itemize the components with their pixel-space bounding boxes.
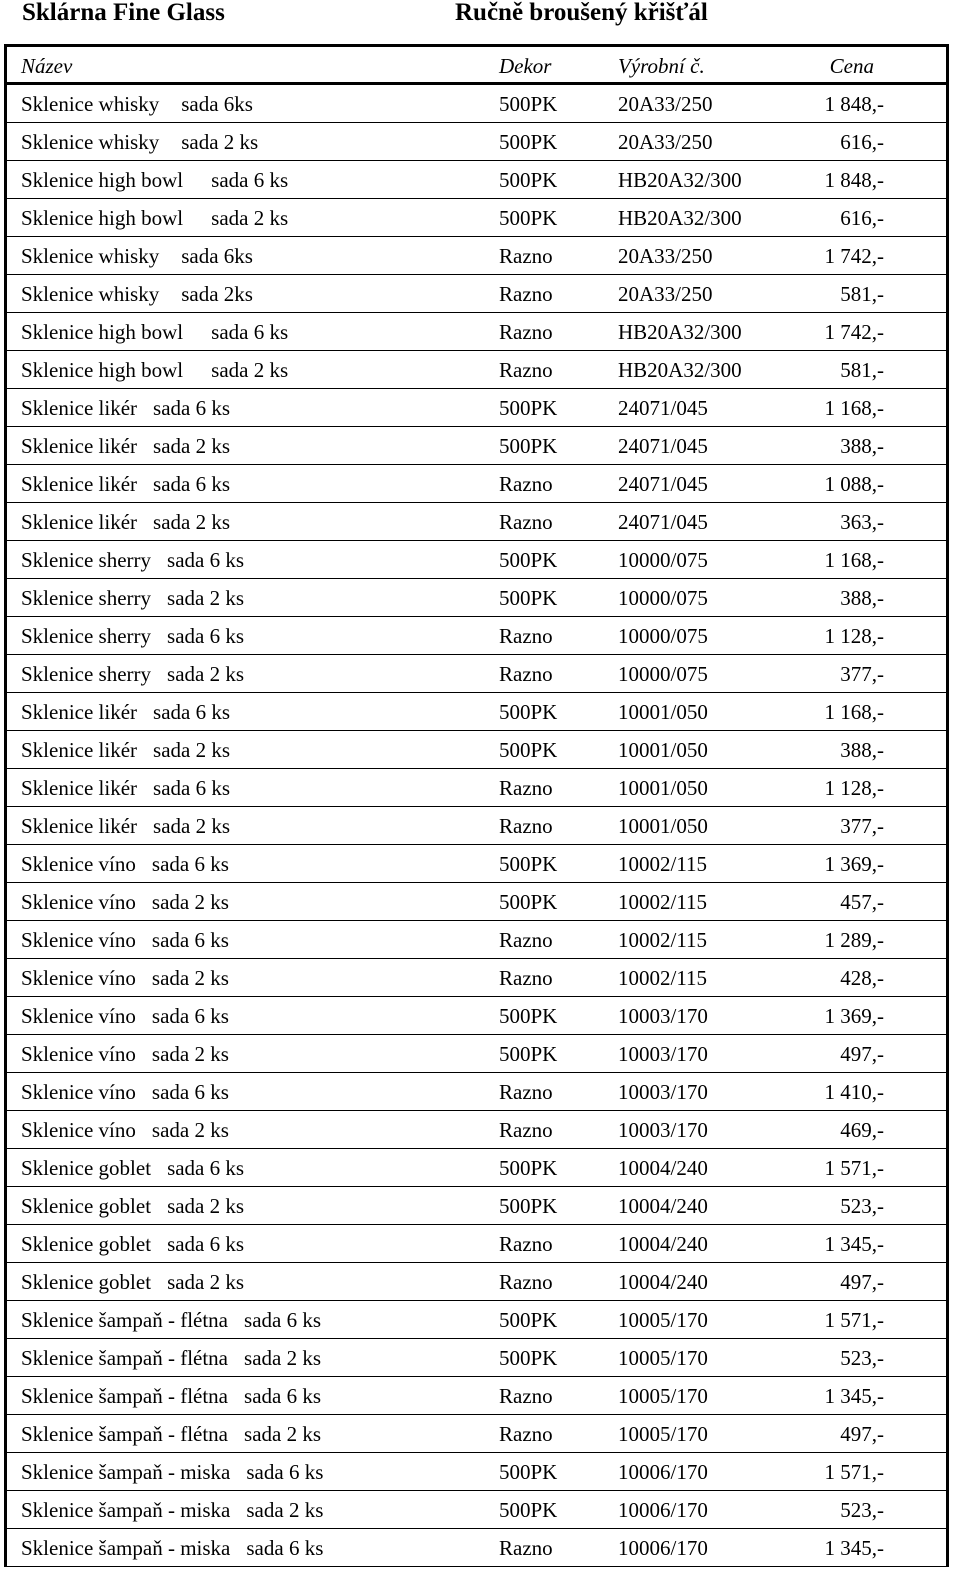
cell-price: 1 345,- xyxy=(824,1232,884,1256)
set-size: sada 6 ks xyxy=(167,624,245,648)
product-name: Sklenice víno xyxy=(21,1004,136,1028)
cell-price: 363,- xyxy=(840,510,884,534)
set-size: sada 6 ks xyxy=(153,396,231,420)
set-size: sada 6 ks xyxy=(151,1080,229,1104)
cell-product-code: 10005/170 xyxy=(618,1384,708,1408)
set-size: sada 6 ks xyxy=(244,1384,322,1408)
cell-product-code: 10003/170 xyxy=(618,1004,708,1028)
cell-decor: 500PK xyxy=(499,396,558,420)
cell-decor: Razno xyxy=(499,662,553,686)
cell-name xyxy=(21,313,288,351)
cell-price: 1 088,- xyxy=(824,472,884,496)
table-row xyxy=(7,617,946,655)
cell-decor: Razno xyxy=(499,1536,553,1560)
table-row xyxy=(7,655,946,693)
cell-product-code: 10006/170 xyxy=(618,1460,708,1484)
product-name: Sklenice likér xyxy=(21,510,138,534)
table-row xyxy=(7,807,946,845)
cell-name xyxy=(21,1149,244,1187)
cell-decor: 500PK xyxy=(499,1308,558,1332)
product-name: Sklenice šampaň - miska xyxy=(21,1536,231,1560)
cell-product-code: 10005/170 xyxy=(618,1308,708,1332)
cell-price: 1 289,- xyxy=(824,928,884,952)
cell-decor: Razno xyxy=(499,1384,553,1408)
table-row xyxy=(7,427,946,465)
product-name: Sklenice víno xyxy=(21,852,136,876)
cell-name xyxy=(21,731,230,769)
set-size: sada 2 ks xyxy=(151,890,229,914)
cell-product-code: HB20A32/300 xyxy=(618,320,742,344)
product-name: Sklenice víno xyxy=(21,1042,136,1066)
set-size: sada 2 ks xyxy=(153,814,231,838)
cell-decor: 500PK xyxy=(499,738,558,762)
cell-product-code: 10002/115 xyxy=(618,966,708,990)
product-name: Sklenice likér xyxy=(21,434,138,458)
cell-product-code: 20A33/250 xyxy=(618,92,713,116)
cell-decor: Razno xyxy=(499,1232,553,1256)
product-name: Sklenice likér xyxy=(21,700,138,724)
cell-product-code: 10004/240 xyxy=(618,1156,708,1180)
table-row xyxy=(7,541,946,579)
cell-product-code: 10004/240 xyxy=(618,1270,708,1294)
set-size: sada 2 ks xyxy=(153,510,231,534)
cell-name xyxy=(21,1301,321,1339)
cell-price: 1 410,- xyxy=(824,1080,884,1104)
cell-decor: 500PK xyxy=(499,1156,558,1180)
cell-name xyxy=(21,1491,323,1529)
cell-price: 1 369,- xyxy=(824,1004,884,1028)
cell-price: 377,- xyxy=(840,662,884,686)
cell-price: 616,- xyxy=(840,206,884,230)
cell-name xyxy=(21,1415,321,1453)
cell-name xyxy=(21,465,230,503)
product-name: Sklenice high bowl xyxy=(21,320,184,344)
cell-product-code: 10000/075 xyxy=(618,548,708,572)
set-size: sada 6 ks xyxy=(246,1460,324,1484)
cell-product-code: 10001/050 xyxy=(618,738,708,762)
set-size: sada 6 ks xyxy=(167,1156,245,1180)
column-header-name: Název xyxy=(21,54,73,78)
cell-product-code: 10002/115 xyxy=(618,928,708,952)
cell-product-code: 10000/075 xyxy=(618,586,708,610)
cell-product-code: 10003/170 xyxy=(618,1080,708,1104)
cell-decor: Razno xyxy=(499,1080,553,1104)
cell-decor: 500PK xyxy=(499,168,558,192)
set-size: sada 2 ks xyxy=(167,1194,245,1218)
column-header-decor: Dekor xyxy=(499,54,552,78)
table-row xyxy=(7,1035,946,1073)
cell-name xyxy=(21,807,230,845)
cell-product-code: 20A33/250 xyxy=(618,130,713,154)
cell-decor: Razno xyxy=(499,1270,553,1294)
cell-decor: 500PK xyxy=(499,1460,558,1484)
set-size: sada 2 ks xyxy=(211,206,289,230)
cell-decor: 500PK xyxy=(499,1498,558,1522)
product-name: Sklenice víno xyxy=(21,1118,136,1142)
set-size: sada 2 ks xyxy=(151,1118,229,1142)
cell-price: 1 742,- xyxy=(824,244,884,268)
cell-name xyxy=(21,1187,244,1225)
table-row xyxy=(7,731,946,769)
product-name: Sklenice likér xyxy=(21,472,138,496)
cell-name xyxy=(21,1453,323,1491)
cell-name xyxy=(21,389,230,427)
cell-price: 1 848,- xyxy=(824,92,884,116)
table-row xyxy=(7,351,946,389)
cell-decor: 500PK xyxy=(499,1004,558,1028)
table-row xyxy=(7,1073,946,1111)
cell-name xyxy=(21,503,230,541)
set-size: sada 2 ks xyxy=(167,662,245,686)
set-size: sada 2 ks xyxy=(181,130,259,154)
set-size: sada 2 ks xyxy=(244,1346,322,1370)
product-name: Sklenice šampaň - flétna xyxy=(21,1346,229,1370)
cell-price: 1 168,- xyxy=(824,396,884,420)
set-size: sada 2 ks xyxy=(153,738,231,762)
product-name: Sklenice sherry xyxy=(21,662,152,686)
cell-name xyxy=(21,769,230,807)
product-name: Sklenice šampaň - miska xyxy=(21,1498,231,1522)
table-row xyxy=(7,579,946,617)
cell-price: 1 571,- xyxy=(824,1460,884,1484)
product-name: Sklenice likér xyxy=(21,738,138,762)
cell-name xyxy=(21,617,244,655)
cell-price: 497,- xyxy=(840,1270,884,1294)
set-size: sada 6 ks xyxy=(153,776,231,800)
cell-product-code: 10003/170 xyxy=(618,1118,708,1142)
table-row xyxy=(7,1111,946,1149)
cell-decor: Razno xyxy=(499,1422,553,1446)
cell-price: 377,- xyxy=(840,814,884,838)
company-name: Sklárna Fine Glass xyxy=(22,0,225,26)
cell-name xyxy=(21,427,230,465)
cell-decor: 500PK xyxy=(499,586,558,610)
product-name: Sklenice šampaň - flétna xyxy=(21,1308,229,1332)
cell-name xyxy=(21,693,230,731)
cell-price: 497,- xyxy=(840,1422,884,1446)
cell-decor: 500PK xyxy=(499,700,558,724)
set-size: sada 6 ks xyxy=(167,548,245,572)
cell-name xyxy=(21,579,244,617)
cell-product-code: 10001/050 xyxy=(618,700,708,724)
table-row xyxy=(7,465,946,503)
cell-product-code: 10001/050 xyxy=(618,814,708,838)
cell-product-code: 24071/045 xyxy=(618,472,708,496)
cell-price: 1 168,- xyxy=(824,700,884,724)
set-size: sada 2 ks xyxy=(153,434,231,458)
cell-price: 1 369,- xyxy=(824,852,884,876)
product-name: Sklenice whisky xyxy=(21,244,160,268)
product-name: Sklenice šampaň - flétna xyxy=(21,1384,229,1408)
product-name: Sklenice likér xyxy=(21,776,138,800)
cell-decor: Razno xyxy=(499,320,553,344)
cell-name xyxy=(21,1225,244,1263)
cell-name xyxy=(21,85,253,123)
cell-name xyxy=(21,541,244,579)
table-row xyxy=(7,123,946,161)
cell-product-code: 10001/050 xyxy=(618,776,708,800)
cell-product-code: 10006/170 xyxy=(618,1536,708,1560)
set-size: sada 6 ks xyxy=(167,1232,245,1256)
cell-name xyxy=(21,1073,229,1111)
cell-price: 523,- xyxy=(840,1194,884,1218)
cell-price: 388,- xyxy=(840,434,884,458)
cell-name xyxy=(21,845,229,883)
set-size: sada 6 ks xyxy=(151,1004,229,1028)
product-name: Sklenice šampaň - miska xyxy=(21,1460,231,1484)
cell-decor: Razno xyxy=(499,244,553,268)
set-size: sada 2 ks xyxy=(244,1422,322,1446)
cell-name xyxy=(21,1339,321,1377)
table-row xyxy=(7,1149,946,1187)
cell-name xyxy=(21,655,244,693)
cell-name xyxy=(21,275,253,313)
cell-price: 1 848,- xyxy=(824,168,884,192)
set-size: sada 6ks xyxy=(181,92,253,116)
cell-price: 1 128,- xyxy=(824,624,884,648)
cell-name xyxy=(21,1111,229,1149)
cell-price: 469,- xyxy=(840,1118,884,1142)
cell-name xyxy=(21,1263,244,1301)
set-size: sada 6 ks xyxy=(211,168,289,192)
cell-product-code: 10004/240 xyxy=(618,1232,708,1256)
cell-product-code: 10000/075 xyxy=(618,662,708,686)
cell-name xyxy=(21,237,253,275)
cell-decor: 500PK xyxy=(499,890,558,914)
cell-price: 523,- xyxy=(840,1498,884,1522)
cell-product-code: 10006/170 xyxy=(618,1498,708,1522)
table-row xyxy=(7,503,946,541)
cell-decor: 500PK xyxy=(499,434,558,458)
table-body xyxy=(7,85,946,1567)
set-size: sada 6 ks xyxy=(244,1308,322,1332)
product-name: Sklenice sherry xyxy=(21,624,152,648)
table-row xyxy=(7,1301,946,1339)
cell-decor: Razno xyxy=(499,472,553,496)
product-name: Sklenice sherry xyxy=(21,586,152,610)
cell-product-code: 20A33/250 xyxy=(618,244,713,268)
product-name: Sklenice goblet xyxy=(21,1270,152,1294)
cell-price: 428,- xyxy=(840,966,884,990)
cell-name xyxy=(21,1035,229,1073)
cell-decor: Razno xyxy=(499,282,553,306)
cell-decor: Razno xyxy=(499,814,553,838)
cell-decor: Razno xyxy=(499,966,553,990)
cell-price: 457,- xyxy=(840,890,884,914)
table-row xyxy=(7,1339,946,1377)
document-header xyxy=(0,0,960,40)
product-name: Sklenice high bowl xyxy=(21,206,184,230)
set-size: sada 2 ks xyxy=(211,358,289,382)
cell-product-code: 24071/045 xyxy=(618,434,708,458)
cell-name xyxy=(21,921,229,959)
cell-decor: Razno xyxy=(499,1118,553,1142)
table-row xyxy=(7,921,946,959)
set-size: sada 6 ks xyxy=(153,700,231,724)
cell-price: 388,- xyxy=(840,586,884,610)
cell-product-code: 24071/045 xyxy=(618,396,708,420)
set-size: sada 6 ks xyxy=(153,472,231,496)
cell-product-code: 10004/240 xyxy=(618,1194,708,1218)
set-size: sada 2 ks xyxy=(246,1498,324,1522)
cell-product-code: 10005/170 xyxy=(618,1422,708,1446)
table-row xyxy=(7,769,946,807)
set-size: sada 2 ks xyxy=(151,966,229,990)
cell-name xyxy=(21,123,258,161)
table-row xyxy=(7,845,946,883)
table-row xyxy=(7,883,946,921)
price-table xyxy=(4,44,949,1567)
cell-product-code: 24071/045 xyxy=(618,510,708,534)
cell-product-code: HB20A32/300 xyxy=(618,206,742,230)
cell-price: 1 571,- xyxy=(824,1156,884,1180)
cell-product-code: 10003/170 xyxy=(618,1042,708,1066)
cell-name xyxy=(21,351,288,389)
cell-name xyxy=(21,883,229,921)
cell-decor: Razno xyxy=(499,624,553,648)
cell-decor: 500PK xyxy=(499,130,558,154)
table-header-row xyxy=(7,47,946,85)
cell-decor: 500PK xyxy=(499,92,558,116)
cell-name xyxy=(21,1377,321,1415)
cell-name xyxy=(21,1529,323,1567)
cell-price: 581,- xyxy=(840,358,884,382)
table-row xyxy=(7,275,946,313)
table-row xyxy=(7,1491,946,1529)
product-name: Sklenice goblet xyxy=(21,1232,152,1256)
product-name: Sklenice víno xyxy=(21,928,136,952)
table-row xyxy=(7,1529,946,1567)
cell-name xyxy=(21,161,288,199)
table-row xyxy=(7,959,946,997)
cell-product-code: 10005/170 xyxy=(618,1346,708,1370)
cell-product-code: HB20A32/300 xyxy=(618,358,742,382)
table-row xyxy=(7,1453,946,1491)
cell-decor: 500PK xyxy=(499,206,558,230)
table-row xyxy=(7,1263,946,1301)
cell-price: 388,- xyxy=(840,738,884,762)
product-name: Sklenice whisky xyxy=(21,92,160,116)
cell-decor: 500PK xyxy=(499,548,558,572)
table-row xyxy=(7,313,946,351)
cell-product-code: 10002/115 xyxy=(618,890,708,914)
table-row xyxy=(7,1415,946,1453)
cell-price: 1 345,- xyxy=(824,1384,884,1408)
cell-product-code: 10000/075 xyxy=(618,624,708,648)
product-name: Sklenice likér xyxy=(21,814,138,838)
cell-decor: Razno xyxy=(499,928,553,952)
set-size: sada 6 ks xyxy=(151,928,229,952)
column-header-code: Výrobní č. xyxy=(618,54,705,78)
cell-decor: 500PK xyxy=(499,1042,558,1066)
cell-decor: Razno xyxy=(499,358,553,382)
product-name: Sklenice víno xyxy=(21,966,136,990)
cell-decor: Razno xyxy=(499,776,553,800)
set-size: sada 2ks xyxy=(181,282,253,306)
table-row xyxy=(7,1377,946,1415)
cell-price: 523,- xyxy=(840,1346,884,1370)
cell-price: 1 345,- xyxy=(824,1536,884,1560)
set-size: sada 2 ks xyxy=(167,1270,245,1294)
product-name: Sklenice high bowl xyxy=(21,168,184,192)
table-row xyxy=(7,997,946,1035)
cell-price: 1 742,- xyxy=(824,320,884,344)
cell-decor: Razno xyxy=(499,510,553,534)
set-size: sada 6 ks xyxy=(151,852,229,876)
cell-name xyxy=(21,997,229,1035)
product-name: Sklenice víno xyxy=(21,890,136,914)
set-size: sada 6 ks xyxy=(211,320,289,344)
table-row xyxy=(7,161,946,199)
cell-decor: 500PK xyxy=(499,1194,558,1218)
product-name: Sklenice likér xyxy=(21,396,138,420)
table-row xyxy=(7,693,946,731)
table-row xyxy=(7,1187,946,1225)
cell-price: 497,- xyxy=(840,1042,884,1066)
product-name: Sklenice goblet xyxy=(21,1194,152,1218)
product-name: Sklenice high bowl xyxy=(21,358,184,382)
product-name: Sklenice whisky xyxy=(21,282,160,306)
cell-price: 1 571,- xyxy=(824,1308,884,1332)
table-row xyxy=(7,199,946,237)
product-name: Sklenice goblet xyxy=(21,1156,152,1180)
table-row xyxy=(7,237,946,275)
cell-decor: 500PK xyxy=(499,852,558,876)
set-size: sada 6ks xyxy=(181,244,253,268)
product-name: Sklenice whisky xyxy=(21,130,160,154)
table-row xyxy=(7,1225,946,1263)
set-size: sada 6 ks xyxy=(246,1536,324,1560)
cell-name xyxy=(21,199,288,237)
cell-name xyxy=(21,959,229,997)
column-header-price: Cena xyxy=(829,54,874,78)
product-name: Sklenice víno xyxy=(21,1080,136,1104)
cell-product-code: 10002/115 xyxy=(618,852,708,876)
table-row xyxy=(7,85,946,123)
product-name: Sklenice sherry xyxy=(21,548,152,572)
cell-product-code: 20A33/250 xyxy=(618,282,713,306)
document-subtitle: Ručně broušený křišťál xyxy=(455,0,708,26)
set-size: sada 2 ks xyxy=(167,586,245,610)
cell-price: 581,- xyxy=(840,282,884,306)
product-name: Sklenice šampaň - flétna xyxy=(21,1422,229,1446)
set-size: sada 2 ks xyxy=(151,1042,229,1066)
cell-price: 1 168,- xyxy=(824,548,884,572)
cell-product-code: HB20A32/300 xyxy=(618,168,742,192)
cell-decor: 500PK xyxy=(499,1346,558,1370)
cell-price: 616,- xyxy=(840,130,884,154)
table-row xyxy=(7,389,946,427)
cell-price: 1 128,- xyxy=(824,776,884,800)
